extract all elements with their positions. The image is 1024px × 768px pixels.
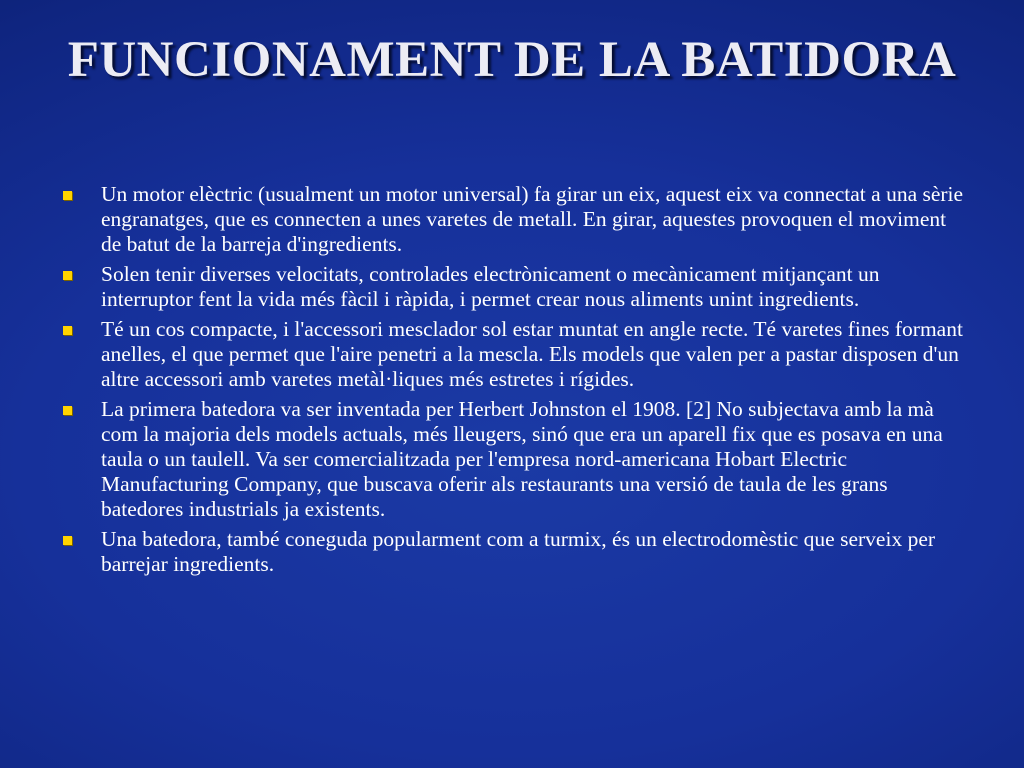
list-item [58,182,968,257]
list-item [58,317,968,392]
square-bullet-icon [63,326,72,335]
square-bullet-icon [63,271,72,280]
slide-title: FUNCIONAMENT DE LA BATIDORA [67,32,957,88]
list-item [58,397,968,522]
square-bullet-icon [63,406,72,415]
square-bullet-icon [63,191,72,200]
list-item-text: Un motor elèctric (usualment un motor universal) fa girar un eix, aquest eix va connectat a una sèrie engranatges, que es connecten a unes varetes de metall. En girar, aquestes provoquen el moviment de batut de la barreja d'ingredients. [101,182,964,256]
bullet-list [58,182,968,582]
list-item-text: Té un cos compacte, i l'accessori mesclador sol estar muntat en angle recte. Té varetes fines formant anelles, el que permet que l'aire penetri a la mescla. Els models que valen per a pastar disposen d'un altre accessori amb varetes metàl·liques més estretes i rígides. [101,317,963,391]
list-item-text: Solen tenir diverses velocitats, controlades electrònicament o mecànicament mitjançant un interruptor fent la vida més fàcil i ràpida, i permet crear nous aliments unint ingredients. [101,262,880,311]
list-item-text: Una batedora, també coneguda popularment com a turmix, és un electrodomèstic que serveix per barrejar ingredients. [101,527,936,576]
list-item [58,262,968,312]
list-item [58,527,968,577]
square-bullet-icon [63,536,72,545]
list-item-text: La primera batedora va ser inventada per Herbert Johnston el 1908. [2] No subjectava amb la mà com la majoria dels models actuals, més lleugers, sinó que era un aparell fix que es posava en una taula o un taulell. Va ser comercialitzada per l'empresa nord-americana Hobart Electric Manufacturing Company, que buscava oferir als restaurants una versió de taula de les grans batedores industrials ja existents. [101,397,943,521]
